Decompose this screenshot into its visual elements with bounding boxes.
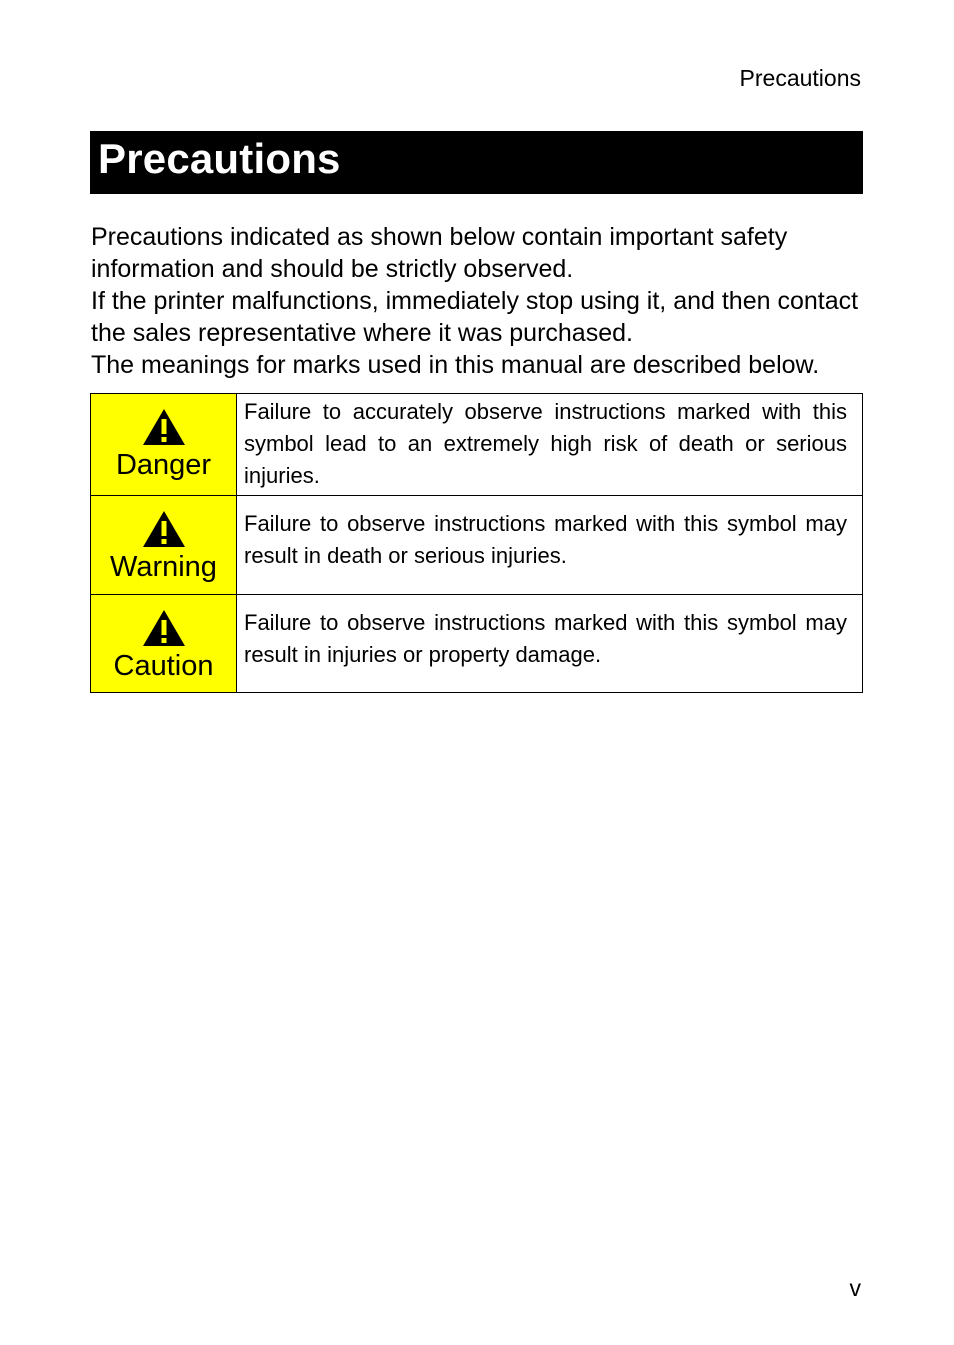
table-row-danger [91, 394, 863, 496]
running-header: Precautions [739, 65, 861, 91]
intro-text [91, 221, 881, 381]
warning-triangle-icon [142, 609, 186, 647]
warning-label: Warning [110, 551, 217, 583]
caution-description: Failure to observe instructions marked with this symbol may result in injuries or property damage. [237, 595, 863, 693]
intro-paragraph: If the printer malfunctions, immediately stop using it, and then contact the sales representative where it was purchased. [91, 287, 859, 347]
caution-label-cell [91, 595, 237, 693]
danger-label: Danger [115, 449, 212, 481]
page-number: v [849, 1275, 861, 1301]
warning-triangle-icon [142, 408, 186, 446]
intro-paragraph: Precautions indicated as shown below contain important safety information and should be strictly observed. [91, 223, 788, 283]
table-row-caution [91, 595, 863, 693]
danger-description: Failure to accurately observe instructions marked with this symbol lead to an extremely high risk of death or serious injuries. [237, 394, 863, 496]
warning-label-cell [91, 496, 237, 595]
safety-marks-table [90, 393, 863, 693]
section-title: Precautions [98, 135, 341, 182]
warning-triangle-icon [142, 510, 186, 548]
warning-description: Failure to observe instructions marked with this symbol may result in death or serious injuries. [237, 496, 863, 595]
section-title-bar [90, 131, 863, 194]
table-row-warning [91, 496, 863, 595]
caution-label: Caution [113, 650, 214, 682]
danger-label-cell [91, 394, 237, 496]
intro-paragraph: The meanings for marks used in this manual are described below. [91, 351, 820, 379]
